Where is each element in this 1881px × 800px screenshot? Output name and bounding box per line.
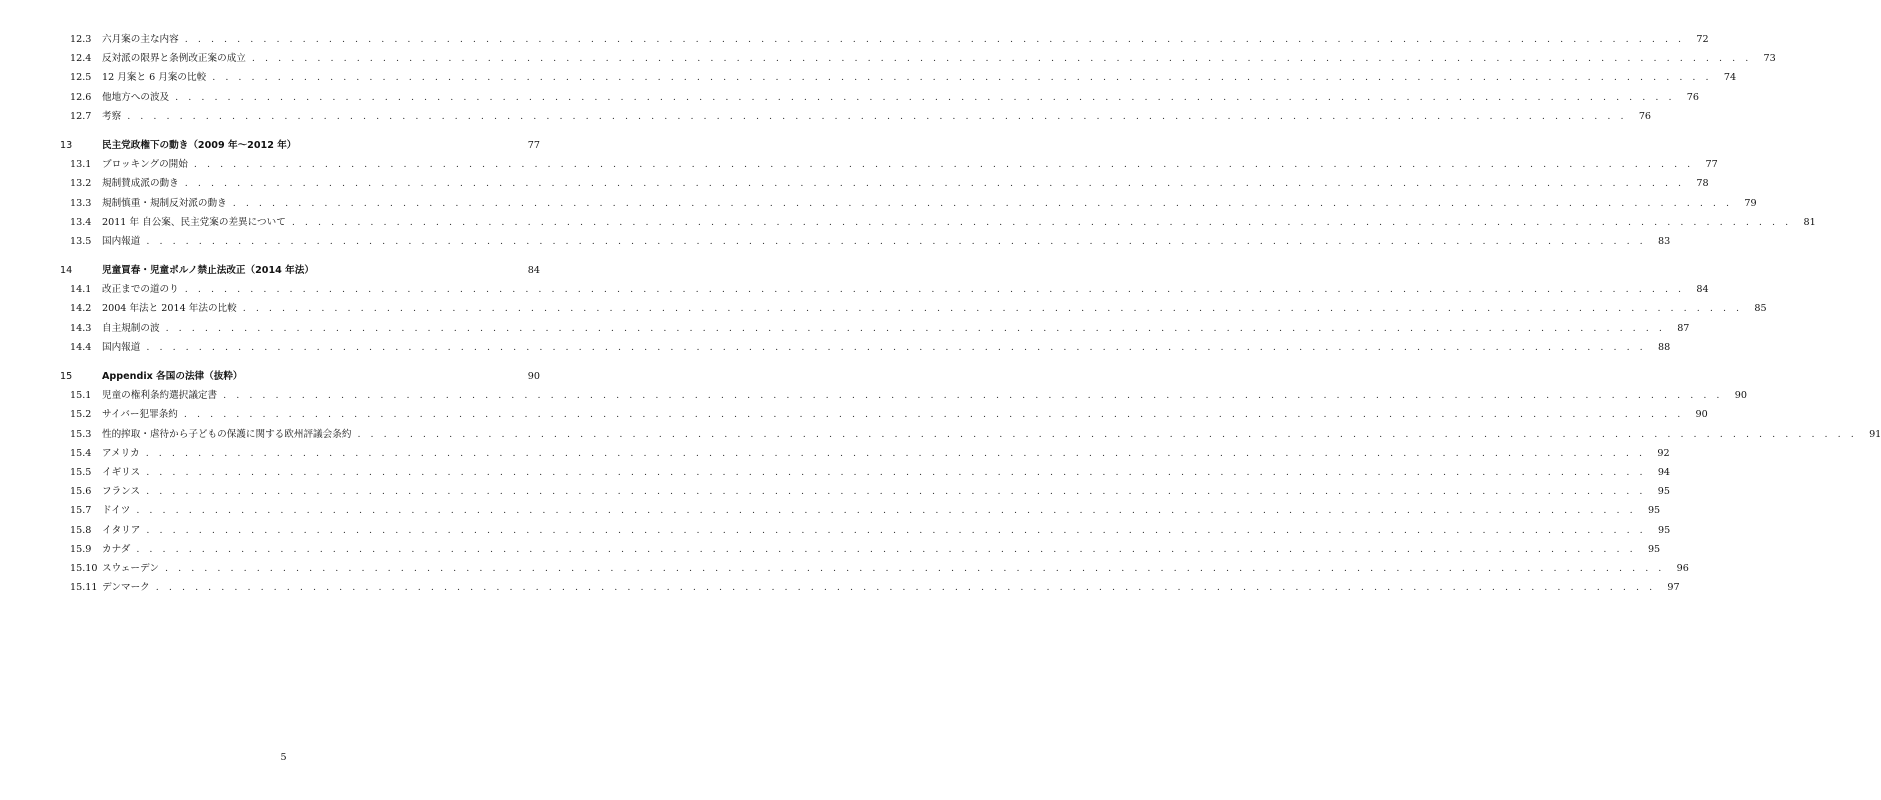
entry-page: 95 bbox=[1647, 505, 1661, 517]
dot-leader bbox=[175, 88, 1675, 107]
entry-number: 13.2 bbox=[70, 178, 92, 190]
toc-entry[interactable] bbox=[60, 30, 1709, 49]
entry-title: フランス bbox=[102, 486, 141, 498]
chapter-page: 77 bbox=[527, 139, 540, 151]
entry-page: 76 bbox=[1638, 110, 1652, 122]
entry-number: 15.3 bbox=[70, 428, 92, 440]
entry-page: 72 bbox=[1696, 34, 1709, 45]
dot-leader bbox=[146, 232, 1646, 251]
entry-number: 15.7 bbox=[70, 505, 92, 517]
dot-leader bbox=[146, 521, 1646, 540]
toc-entry[interactable] bbox=[60, 299, 1767, 318]
toc-entry[interactable] bbox=[60, 174, 1709, 193]
entry-page: 91 bbox=[1869, 428, 1881, 440]
entry-page: 97 bbox=[1667, 582, 1680, 594]
entry-number: 15.11 bbox=[70, 582, 98, 594]
toc-entry[interactable] bbox=[60, 501, 1661, 520]
toc-entry[interactable] bbox=[60, 88, 1700, 107]
chapter-title: 民主党政権下の動き（2009 年〜2012 年） bbox=[102, 139, 297, 151]
entry-title: 12 月案と 6 月案の比較 bbox=[102, 72, 207, 84]
entry-number: 15.4 bbox=[70, 447, 92, 459]
entry-page: 92 bbox=[1657, 447, 1670, 459]
chapter-page: 90 bbox=[527, 371, 540, 382]
toc-entry[interactable] bbox=[60, 521, 1671, 540]
dot-leader bbox=[146, 338, 1646, 357]
entry-title: アメリカ bbox=[102, 447, 140, 459]
dot-leader bbox=[212, 68, 1712, 87]
dot-leader bbox=[185, 30, 1685, 49]
entry-page: 95 bbox=[1658, 524, 1671, 536]
entry-number: 15.6 bbox=[70, 486, 92, 498]
entry-page: 76 bbox=[1686, 91, 1700, 103]
entry-title: カナダ bbox=[102, 543, 131, 555]
dot-leader bbox=[223, 386, 1723, 405]
chapter-number: 13 bbox=[60, 139, 73, 151]
toc-entry[interactable] bbox=[60, 338, 1671, 357]
toc-chapter-14[interactable] bbox=[60, 261, 540, 280]
entry-number: 15.5 bbox=[70, 466, 92, 478]
toc-entry[interactable] bbox=[60, 213, 1816, 232]
entry-title: デンマーク bbox=[102, 582, 150, 594]
table-of-contents bbox=[60, 30, 1881, 597]
entry-page: 78 bbox=[1696, 178, 1709, 190]
entry-number: 15.2 bbox=[70, 409, 92, 421]
entry-page: 79 bbox=[1744, 197, 1757, 209]
toc-entry[interactable] bbox=[60, 319, 1690, 338]
entry-title: ブロッキングの開始 bbox=[102, 159, 188, 171]
entry-page: 73 bbox=[1763, 53, 1776, 65]
toc-entry[interactable] bbox=[60, 49, 1776, 68]
entry-number: 14.4 bbox=[70, 341, 92, 353]
entry-title: 改正までの道のり bbox=[102, 284, 179, 296]
entry-number: 14.1 bbox=[70, 284, 92, 296]
entry-title: 規制慎重・規制反対派の動き bbox=[102, 197, 227, 209]
entry-number: 15.1 bbox=[70, 390, 92, 402]
dot-leader bbox=[146, 482, 1646, 501]
entry-number: 15.10 bbox=[70, 562, 98, 574]
chapter-number: 15 bbox=[60, 371, 73, 382]
entry-number: 15.9 bbox=[70, 543, 92, 555]
dot-leader bbox=[292, 213, 1792, 232]
toc-entry[interactable] bbox=[60, 540, 1661, 559]
entry-title: 性的搾取・虐待から子どもの保護に関する欧州評議会条約 bbox=[102, 428, 352, 440]
entry-number: 13.5 bbox=[70, 235, 92, 247]
entry-page: 77 bbox=[1705, 159, 1718, 171]
entry-page: 74 bbox=[1723, 72, 1737, 84]
toc-entry[interactable] bbox=[60, 68, 1737, 87]
toc-entry[interactable] bbox=[60, 444, 1670, 463]
entry-page: 95 bbox=[1647, 543, 1661, 555]
toc-entry[interactable] bbox=[60, 405, 1708, 424]
entry-number: 12.7 bbox=[70, 110, 92, 122]
entry-number: 15.8 bbox=[70, 524, 92, 536]
toc-entry[interactable] bbox=[60, 482, 1670, 501]
toc-entry[interactable] bbox=[60, 578, 1680, 597]
entry-number: 14.2 bbox=[70, 303, 92, 315]
entry-number: 14.3 bbox=[70, 322, 92, 334]
entry-number: 12.6 bbox=[70, 91, 92, 103]
entry-page: 96 bbox=[1676, 562, 1689, 574]
dot-leader bbox=[185, 174, 1685, 193]
dot-leader bbox=[146, 444, 1646, 463]
entry-title: 自主規制の波 bbox=[102, 322, 160, 334]
dot-leader bbox=[233, 194, 1733, 213]
entry-title: ドイツ bbox=[102, 505, 131, 517]
dot-leader bbox=[127, 107, 1627, 126]
dot-leader bbox=[243, 299, 1743, 318]
toc-chapter-15[interactable] bbox=[60, 367, 540, 386]
entry-title: 考察 bbox=[102, 110, 122, 122]
entry-number: 13.1 bbox=[70, 159, 92, 171]
entry-number: 13.4 bbox=[70, 216, 92, 228]
entry-title: 児童の権利条約選択議定書 bbox=[102, 390, 218, 402]
toc-entry[interactable] bbox=[60, 280, 1709, 299]
chapter-title: 児童買春・児童ポルノ禁止法改正（2014 年法） bbox=[102, 265, 314, 277]
entry-number: 12.5 bbox=[70, 72, 92, 84]
toc-entry[interactable] bbox=[60, 463, 1671, 482]
entry-title: 他地方への波及 bbox=[102, 91, 170, 103]
toc-entry[interactable] bbox=[60, 155, 1718, 174]
entry-number: 12.4 bbox=[70, 53, 92, 65]
dot-leader bbox=[252, 49, 1752, 68]
toc-entry[interactable] bbox=[60, 559, 1689, 578]
entry-title: サイバー犯罪条約 bbox=[102, 409, 178, 421]
toc-chapter-13[interactable] bbox=[60, 136, 540, 155]
dot-leader bbox=[136, 501, 1636, 520]
entry-title: スウェーデン bbox=[102, 562, 159, 574]
dot-leader bbox=[146, 463, 1646, 482]
dot-leader bbox=[194, 155, 1694, 174]
toc-entry[interactable] bbox=[60, 386, 1747, 405]
chapter-page: 84 bbox=[527, 265, 540, 277]
dot-leader bbox=[184, 405, 1684, 424]
entry-page: 94 bbox=[1657, 466, 1671, 478]
chapter-title: Appendix 各国の法律（抜粋） bbox=[102, 371, 243, 382]
entry-title: イギリス bbox=[102, 466, 141, 478]
entry-title: 規制賛成派の動き bbox=[102, 178, 179, 190]
entry-title: 2011 年 自公案、民主党案の差異について bbox=[102, 216, 286, 228]
entry-title: 国内報道 bbox=[102, 235, 141, 247]
dot-leader bbox=[136, 540, 1636, 559]
entry-page: 90 bbox=[1734, 390, 1747, 402]
dot-leader bbox=[185, 280, 1685, 299]
entry-page: 88 bbox=[1658, 341, 1671, 353]
entry-page: 87 bbox=[1677, 322, 1690, 334]
chapter-number: 14 bbox=[60, 265, 73, 277]
toc-entry[interactable] bbox=[60, 232, 1671, 251]
entry-title: 2004 年法と 2014 年法の比較 bbox=[102, 303, 237, 315]
entry-title: 国内報道 bbox=[102, 341, 141, 353]
toc-entry[interactable] bbox=[60, 194, 1757, 213]
entry-page: 90 bbox=[1695, 409, 1708, 421]
entry-page: 81 bbox=[1803, 216, 1816, 228]
entry-page: 83 bbox=[1658, 235, 1671, 247]
entry-page: 95 bbox=[1657, 486, 1670, 498]
entry-title: イタリア bbox=[102, 524, 141, 536]
dot-leader bbox=[165, 559, 1665, 578]
dot-leader bbox=[156, 578, 1656, 597]
toc-entry[interactable] bbox=[60, 107, 1652, 126]
dot-leader bbox=[166, 319, 1666, 338]
dot-leader bbox=[357, 425, 1857, 444]
toc-entry[interactable] bbox=[60, 425, 1881, 444]
entry-title: 六月案の主な内容 bbox=[102, 34, 179, 45]
entry-number: 12.3 bbox=[70, 34, 92, 45]
entry-page: 84 bbox=[1696, 284, 1709, 296]
page-number: 5 bbox=[280, 752, 287, 763]
entry-title: 反対派の限界と条例改正案の成立 bbox=[102, 53, 246, 65]
entry-number: 13.3 bbox=[70, 197, 92, 209]
entry-page: 85 bbox=[1754, 303, 1767, 315]
